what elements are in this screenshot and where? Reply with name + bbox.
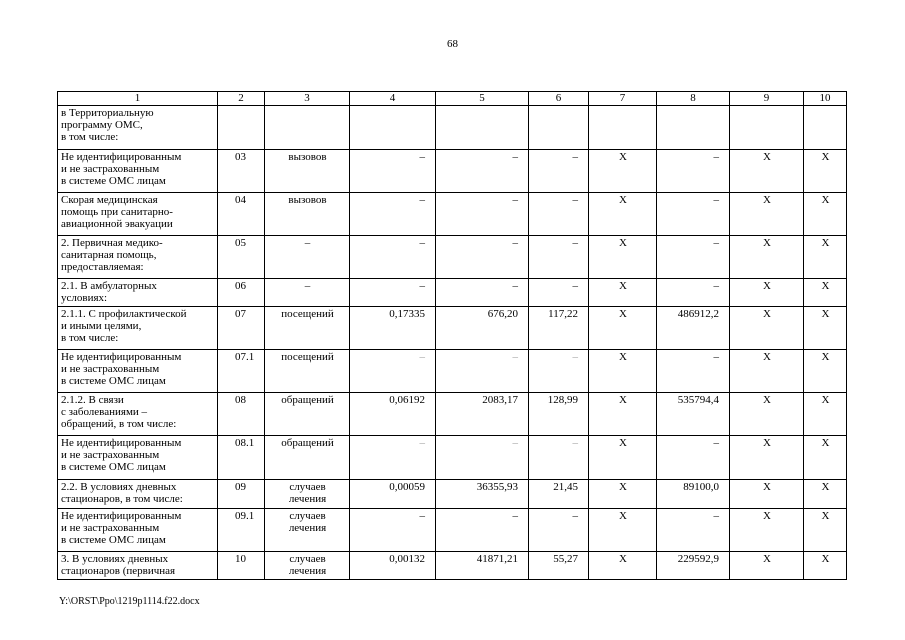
value-cell: –: [529, 279, 589, 307]
data-table: [57, 91, 847, 580]
value-cell: 0,00132: [350, 552, 436, 580]
header-cell: 10: [804, 92, 847, 106]
mark-cell: X: [804, 236, 847, 279]
table-row: [58, 307, 847, 350]
unit-cell: случаев лечения: [265, 480, 350, 509]
value-cell: 128,99: [529, 393, 589, 436]
value-cell: 2083,17: [436, 393, 529, 436]
header-cell: 4: [350, 92, 436, 106]
value-cell: 21,45: [529, 480, 589, 509]
row-label-cell: 2.1.1. С профилактической и иными целями, в том числе:: [58, 307, 218, 350]
mark-cell: X: [804, 436, 847, 480]
mark-cell: X: [589, 307, 657, 350]
table-row: [58, 350, 847, 393]
row-label-cell: Скорая медицинская помощь при санитарно- авиационной эвакуации: [58, 193, 218, 236]
row-label-cell: 2.2. В условиях дневных стационаров, в том числе:: [58, 480, 218, 509]
value-cell: –: [350, 150, 436, 193]
value-cell: [529, 106, 589, 150]
row-code-cell: 07.1: [218, 350, 265, 393]
header-cell: 9: [730, 92, 804, 106]
table-row: [58, 480, 847, 509]
value-cell: –: [529, 436, 589, 480]
value-cell: 676,20: [436, 307, 529, 350]
mark-cell: X: [804, 350, 847, 393]
value-cell: [657, 106, 730, 150]
row-label-cell: Не идентифицированным и не застрахованным в системе ОМС лицам: [58, 509, 218, 552]
mark-cell: X: [589, 150, 657, 193]
file-path-footer: Y:\ORST\Ppo\1219p1114.f22.docx: [59, 596, 200, 607]
mark-cell: X: [730, 509, 804, 552]
mark-cell: X: [730, 193, 804, 236]
row-code-cell: 03: [218, 150, 265, 193]
table-row: [58, 436, 847, 480]
value-cell: 0,00059: [350, 480, 436, 509]
mark-cell: X: [804, 509, 847, 552]
value-cell: –: [350, 436, 436, 480]
table-row: [58, 106, 847, 150]
value-cell: –: [529, 193, 589, 236]
unit-cell: вызовов: [265, 193, 350, 236]
mark-cell: X: [589, 350, 657, 393]
value-cell: –: [657, 436, 730, 480]
row-label-cell: в Территориальную программу ОМС, в том числе:: [58, 106, 218, 150]
header-cell: 3: [265, 92, 350, 106]
mark-cell: X: [730, 552, 804, 580]
mark-cell: X: [730, 350, 804, 393]
value-cell: –: [436, 436, 529, 480]
value-cell: –: [529, 150, 589, 193]
row-label-cell: 2.1.2. В связи с заболеваниями – обращений, в том числе:: [58, 393, 218, 436]
value-cell: –: [436, 150, 529, 193]
mark-cell: X: [589, 236, 657, 279]
header-cell: 6: [529, 92, 589, 106]
table-row: [58, 552, 847, 580]
row-label-cell: 3. В условиях дневных стационаров (первичная: [58, 552, 218, 580]
value-cell: –: [436, 279, 529, 307]
unit-cell: обращений: [265, 436, 350, 480]
table-row: [58, 193, 847, 236]
mark-cell: X: [589, 436, 657, 480]
table-row: [58, 236, 847, 279]
value-cell: 486912,2: [657, 307, 730, 350]
mark-cell: X: [730, 150, 804, 193]
row-code-cell: 09: [218, 480, 265, 509]
table-row: [58, 279, 847, 307]
page-number: 68: [447, 38, 458, 50]
mark-cell: [804, 106, 847, 150]
unit-cell: вызовов: [265, 150, 350, 193]
value-cell: –: [529, 236, 589, 279]
row-code-cell: [218, 106, 265, 150]
row-code-cell: 08.1: [218, 436, 265, 480]
value-cell: –: [657, 150, 730, 193]
row-code-cell: 05: [218, 236, 265, 279]
mark-cell: X: [589, 393, 657, 436]
row-label-cell: 2.1. В амбулаторных условиях:: [58, 279, 218, 307]
header-cell: 8: [657, 92, 730, 106]
value-cell: –: [350, 509, 436, 552]
value-cell: –: [657, 236, 730, 279]
unit-cell: случаев лечения: [265, 552, 350, 580]
table-row: [58, 150, 847, 193]
value-cell: –: [436, 236, 529, 279]
unit-cell: случаев лечения: [265, 509, 350, 552]
unit-cell: [265, 106, 350, 150]
value-cell: 535794,4: [657, 393, 730, 436]
row-code-cell: 10: [218, 552, 265, 580]
mark-cell: X: [730, 279, 804, 307]
header-cell: 5: [436, 92, 529, 106]
mark-cell: X: [804, 393, 847, 436]
mark-cell: X: [804, 150, 847, 193]
mark-cell: X: [730, 307, 804, 350]
value-cell: –: [657, 279, 730, 307]
row-code-cell: 09.1: [218, 509, 265, 552]
mark-cell: X: [589, 552, 657, 580]
value-cell: [350, 106, 436, 150]
mark-cell: X: [589, 279, 657, 307]
mark-cell: [730, 106, 804, 150]
value-cell: 229592,9: [657, 552, 730, 580]
value-cell: 89100,0: [657, 480, 730, 509]
value-cell: –: [529, 350, 589, 393]
row-code-cell: 06: [218, 279, 265, 307]
value-cell: 0,17335: [350, 307, 436, 350]
mark-cell: X: [804, 193, 847, 236]
header-cell: 7: [589, 92, 657, 106]
unit-cell: посещений: [265, 350, 350, 393]
table-row: [58, 393, 847, 436]
mark-cell: X: [589, 509, 657, 552]
mark-cell: X: [730, 480, 804, 509]
table-header-row: [58, 92, 847, 106]
value-cell: 0,06192: [350, 393, 436, 436]
unit-cell: посещений: [265, 307, 350, 350]
mark-cell: X: [804, 279, 847, 307]
mark-cell: X: [804, 307, 847, 350]
mark-cell: [589, 106, 657, 150]
value-cell: –: [657, 509, 730, 552]
table-row: [58, 509, 847, 552]
mark-cell: X: [804, 480, 847, 509]
value-cell: –: [436, 350, 529, 393]
value-cell: –: [657, 350, 730, 393]
value-cell: –: [529, 509, 589, 552]
header-cell: 1: [58, 92, 218, 106]
value-cell: 55,27: [529, 552, 589, 580]
mark-cell: X: [730, 436, 804, 480]
mark-cell: X: [589, 193, 657, 236]
value-cell: 36355,93: [436, 480, 529, 509]
mark-cell: X: [730, 236, 804, 279]
row-code-cell: 04: [218, 193, 265, 236]
row-label-cell: Не идентифицированным и не застрахованным в системе ОМС лицам: [58, 436, 218, 480]
unit-cell: –: [265, 236, 350, 279]
value-cell: 41871,21: [436, 552, 529, 580]
unit-cell: обращений: [265, 393, 350, 436]
mark-cell: X: [589, 480, 657, 509]
value-cell: –: [436, 193, 529, 236]
value-cell: –: [350, 236, 436, 279]
row-label-cell: Не идентифицированным и не застрахованным в системе ОМС лицам: [58, 350, 218, 393]
unit-cell: –: [265, 279, 350, 307]
mark-cell: X: [730, 393, 804, 436]
row-label-cell: 2. Первичная медико- санитарная помощь, предоставляемая:: [58, 236, 218, 279]
row-code-cell: 08: [218, 393, 265, 436]
value-cell: –: [350, 279, 436, 307]
value-cell: 117,22: [529, 307, 589, 350]
row-code-cell: 07: [218, 307, 265, 350]
value-cell: –: [436, 509, 529, 552]
header-cell: 2: [218, 92, 265, 106]
value-cell: –: [350, 350, 436, 393]
value-cell: –: [657, 193, 730, 236]
value-cell: [436, 106, 529, 150]
value-cell: –: [350, 193, 436, 236]
mark-cell: X: [804, 552, 847, 580]
row-label-cell: Не идентифицированным и не застрахованным в системе ОМС лицам: [58, 150, 218, 193]
